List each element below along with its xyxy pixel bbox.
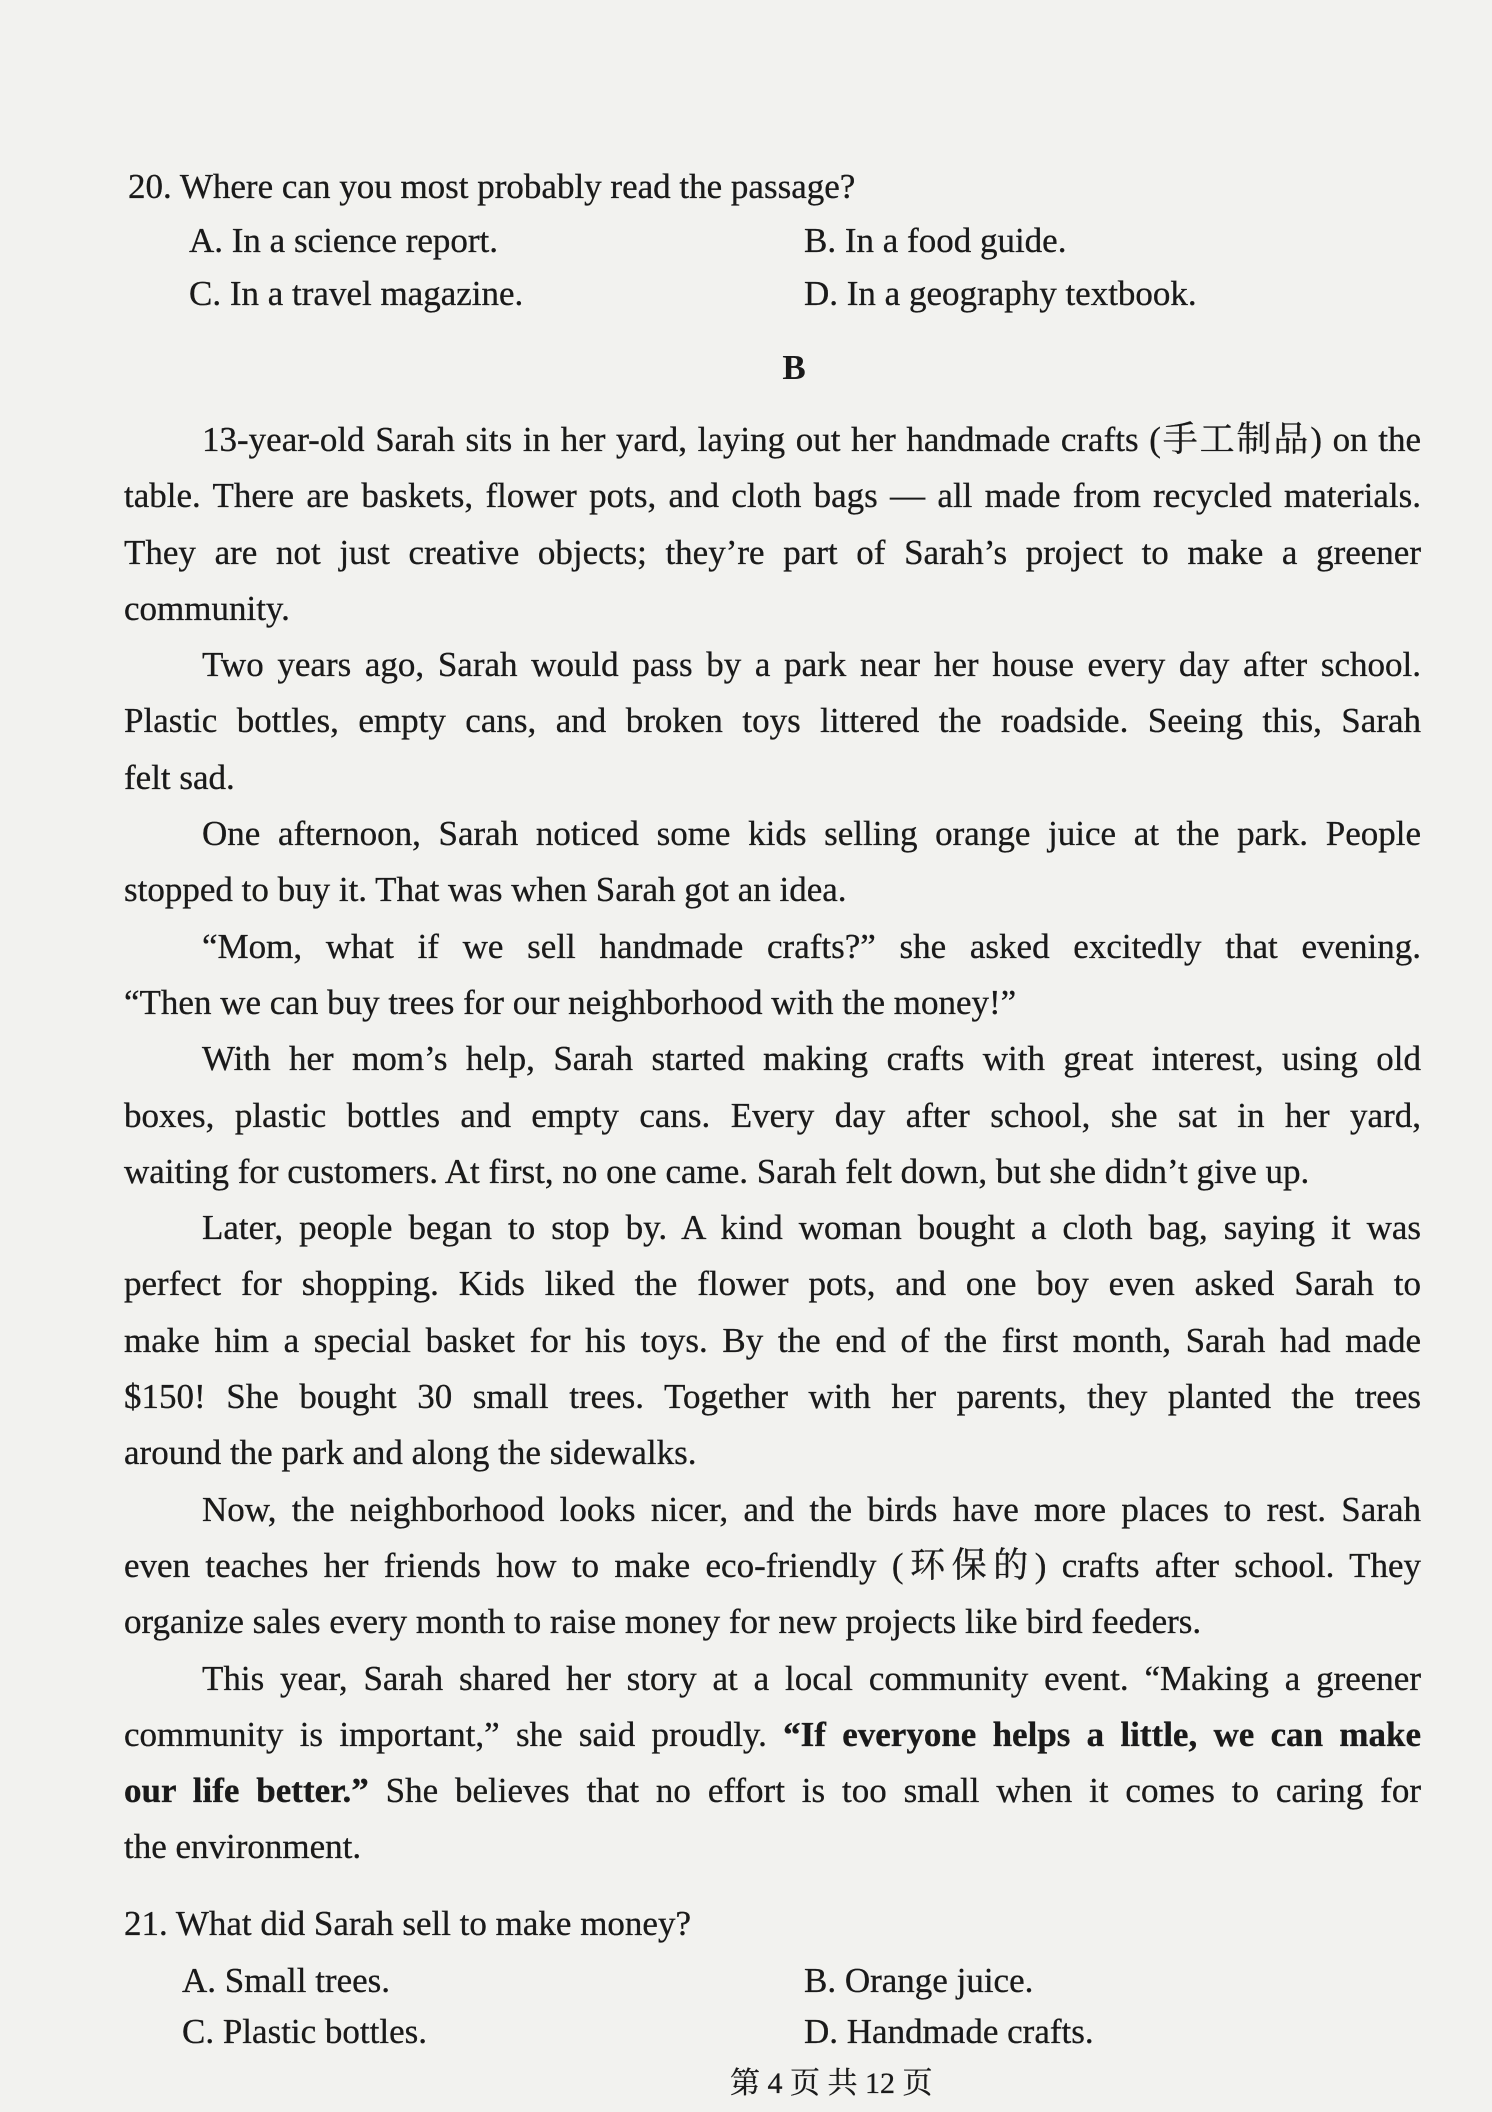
passage-text: She believes that no effort is too small when it comes to caring for [385,1771,1421,1811]
question-21-option-d: D. Handmade crafts. [804,2012,1094,2051]
passage-line: around the park and along the sidewalks. [124,1433,697,1473]
question-21-stem: 21. What did Sarah sell to make money? [124,1904,691,1943]
passage-line: make him a special basket for his toys. By the end of the first month, Sarah had made [124,1320,1421,1360]
question-21-option-a: A. Small trees. [182,1961,391,2000]
passage-line: $150! She bought 30 small trees. Together with her parents, they planted the trees [124,1377,1421,1417]
passage-line: community. [124,588,290,628]
passage-paragraph [124,1031,1421,1200]
question-20-option-c: C. In a travel magazine. [189,274,524,313]
passage-line: 13-year-old Sarah sits in her yard, laying out her handmade crafts (手工制品) on the [202,420,1421,459]
passage-line: Plastic bottles, empty cans, and broken toys littered the roadside. Seeing this, Sarah [124,701,1421,741]
passage-line: “Then we can buy trees for our neighborhood with the money!” [124,982,1017,1022]
passage-line: Now, the neighborhood looks nicer, and the birds have more places to rest. Sarah [202,1489,1421,1529]
passage-line: This year, Sarah shared her story at a local community event. “Making a greener [202,1658,1421,1698]
passage-line: stopped to buy it. That was when Sarah got an idea. [124,870,847,910]
passage-line [124,1707,1421,1763]
passage-paragraph [124,1651,1421,1876]
emphasized-quote: “If everyone helps a little, we can make [783,1714,1421,1754]
passage-line: table. There are baskets, flower pots, and cloth bags — all made from recycled materials. [124,476,1421,516]
passage-line: organize sales every month to raise money for new projects like bird feeders. [124,1602,1202,1642]
question-21-option-b: B. Orange juice. [804,1961,1034,2000]
passage-line: boxes, plastic bottles and empty cans. Every day after school, she sat in her yard, [124,1095,1421,1135]
passage-paragraph [124,637,1421,806]
emphasized-quote: our life better.” [124,1771,369,1811]
page-number-footer: 第 4 页 共 12 页 [730,2067,933,2100]
passage-line [124,1763,1421,1819]
question-20-stem: 20. Where can you most probably read the passage? [128,167,856,206]
passage-line: Later, people began to stop by. A kind woman bought a cloth bag, saying it was [202,1208,1421,1248]
passage-paragraph [124,412,1421,637]
passage-line: Two years ago, Sarah would pass by a park near her house every day after school. [202,645,1421,685]
passage-line: “Mom, what if we sell handmade crafts?” she asked excitedly that evening. [202,926,1421,966]
passage-paragraph [124,919,1421,1032]
question-20-option-d: D. In a geography textbook. [804,274,1197,313]
passage-line: One afternoon, Sarah noticed some kids selling orange juice at the park. People [202,814,1421,854]
question-20-option-b: B. In a food guide. [804,221,1067,260]
passage-line: felt sad. [124,757,235,797]
passage-paragraph [124,806,1421,919]
passage-text: community is important,” she said proudly. [124,1714,767,1754]
passage-paragraph [124,1200,1421,1481]
passage-line: With her mom’s help, Sarah started making crafts with great interest, using old [202,1039,1421,1079]
section-heading: B [782,348,806,387]
passage-paragraph [124,1482,1421,1651]
passage-line: They are not just creative objects; they’re part of Sarah’s project to make a greener [124,532,1421,572]
passage-line: even teaches her friends how to make eco-friendly (环保的) crafts after school. They [124,1545,1421,1585]
question-21-option-c: C. Plastic bottles. [182,2012,427,2051]
reading-passage [124,412,1421,1876]
passage-line: waiting for customers. At first, no one came. Sarah felt down, but she didn’t give up. [124,1151,1310,1191]
passage-line: perfect for shopping. Kids liked the flower pots, and one boy even asked Sarah to [124,1264,1421,1304]
question-20-option-a: A. In a science report. [189,221,499,260]
passage-line: the environment. [124,1827,362,1867]
